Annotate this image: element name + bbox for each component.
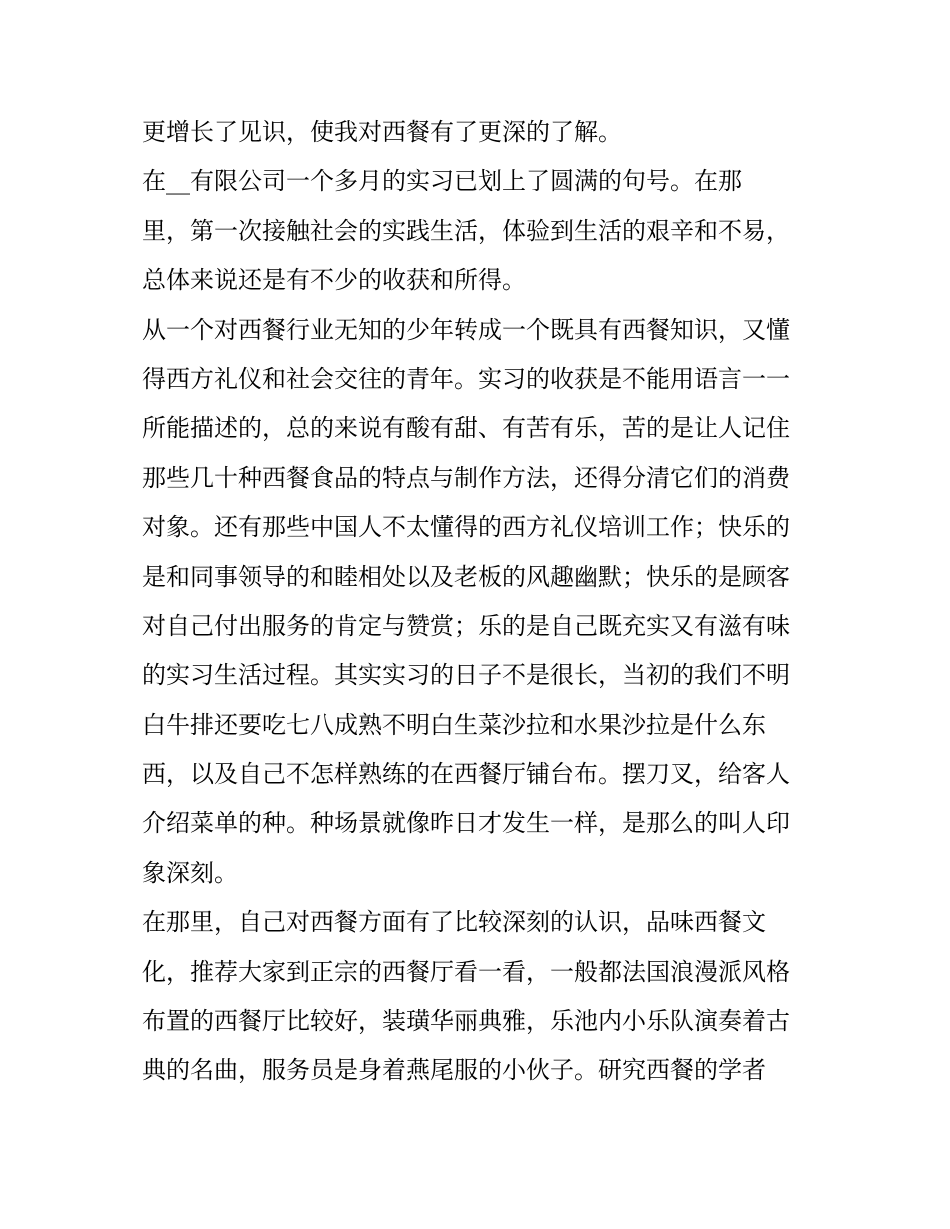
text-line: 更增长了见识，使我对西餐有了更深的了解。: [142, 118, 622, 146]
text-line: 的实习生活过程。其实实习的日子不是很长，当初的我们不明: [142, 661, 790, 690]
text-line: 里，第一次接触社会的实践生活，体验到生活的艰辛和不易，: [142, 216, 790, 245]
text-line: 西，以及自己不怎样熟练的在西餐厅铺台布。摆刀叉，给客人: [142, 760, 790, 789]
text-line: 象深刻。: [142, 858, 238, 887]
text-line: 所能描述的，总的来说有酸有甜、有苦有乐，苦的是让人记住: [142, 414, 790, 443]
text-line: 典的名曲，服务员是身着燕尾服的小伙子。研究西餐的学者: [142, 1056, 766, 1085]
text-line: 从一个对西餐行业无知的少年转成一个既具有西餐知识，又懂: [142, 315, 790, 344]
text-line: 白牛排还要吃七八成熟不明白生菜沙拉和水果沙拉是什么东: [142, 710, 766, 739]
text-line: 介绍菜单的种。种场景就像昨日才发生一样，是那么的叫人印: [142, 809, 790, 838]
text-line: 在那里，自己对西餐方面有了比较深刻的认识，品味西餐文: [142, 908, 766, 937]
text-line: 化，推荐大家到正宗的西餐厅看一看，一般都法国浪漫派风格: [142, 957, 790, 986]
text-line: 总体来说还是有不少的收获和所得。: [142, 266, 526, 295]
text-line: 那些几十种西餐食品的特点与制作方法，还得分清它们的消费: [142, 463, 790, 492]
text-line: 对自己付出服务的肯定与赞赏；乐的是自己既充实又有滋有味: [142, 611, 790, 640]
body-text: [142, 108, 822, 1096]
text-line: 布置的西餐厅比较好，装璜华丽典雅，乐池内小乐队演奏着古: [142, 1007, 790, 1036]
text-line: 对象。还有那些中国人不太懂得的西方礼仪培训工作；快乐的: [142, 513, 790, 542]
text-line: 是和同事领导的和睦相处以及老板的风趣幽默；快乐的是顾客: [142, 562, 790, 591]
text-line: 在__有限公司一个多月的实习已划上了圆满的句号。在那: [142, 167, 742, 196]
text-line: 得西方礼仪和社会交往的青年。实习的收获是不能用语言一一: [142, 364, 790, 393]
